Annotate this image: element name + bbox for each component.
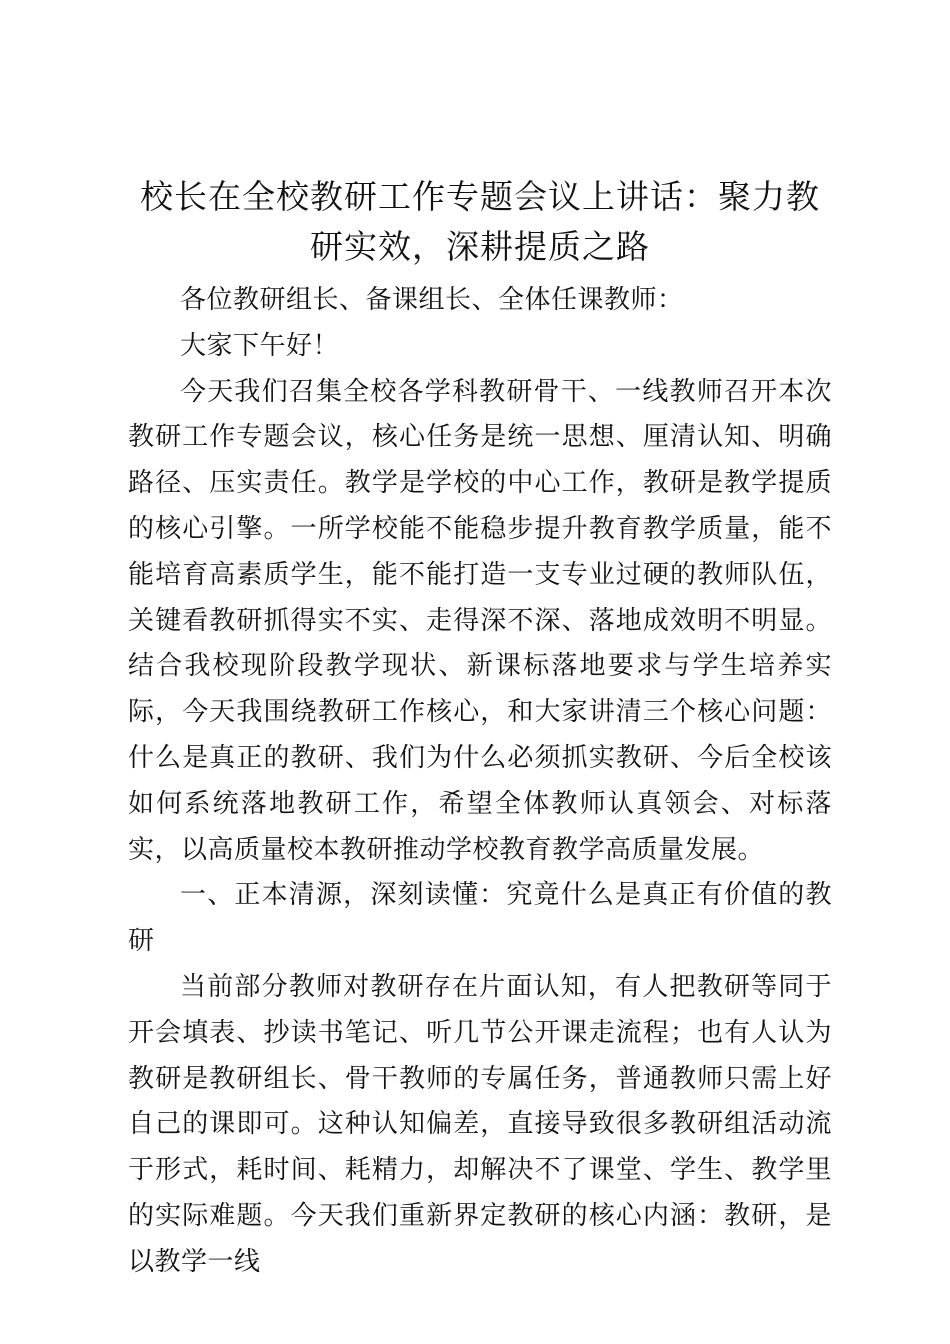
intro-paragraph: 今天我们召集全校各学科教研骨干、一线教师召开本次教研工作专题会议，核心任务是统一思想、厘清认知、明确路径、压实责任。教学是学校的中心工作，教研是教学提质的核心引擎。一所学校能不能稳步提升教育教学质量，能不能培育高素质学生，能不能打造一支专业过硬的教师队伍，关键看教研抓得实不实、走得深不深、落地成效明不明显。结合我校现阶段教学现状、新课标落地要求与学生培养实际，今天我围绕教研工作核心，和大家讲清三个核心问题：什么是真正的教研、我们为什么必须抓实教研、今后全校该如何系统落地教研工作，希望全体教师认真领会、对标落实，以高质量校本教研推动学校教育教学高质量发展。 bbox=[128, 376, 832, 865]
document-page bbox=[128, 172, 832, 1286]
document-body bbox=[128, 278, 832, 1286]
salutation-line: 各位教研组长、备课组长、全体任课教师： bbox=[180, 285, 684, 315]
document-title: 校长在全校教研工作专题会议上讲话：聚力教研实效，深耕提质之路 bbox=[140, 177, 820, 266]
section-paragraph: 当前部分教师对教研存在片面认知，有人把教研等同于开会填表、抄读书笔记、听几节公开课走流程；也有人认为教研是教研组长、骨干教师的专属任务，普通教师只需上好自己的课即可。这种认知偏差，直接导致很多教研组活动流于形式，耗时间、耗精力，却解决不了课堂、学生、教学里的实际难题。今天我们重新界定教研的核心内涵：教研，是以教学一线 bbox=[128, 971, 832, 1277]
greeting-line: 大家下午好！ bbox=[180, 330, 340, 361]
section-heading: 一、正本清源，深刻读懂：究竟什么是真正有价值的教研 bbox=[128, 880, 832, 957]
